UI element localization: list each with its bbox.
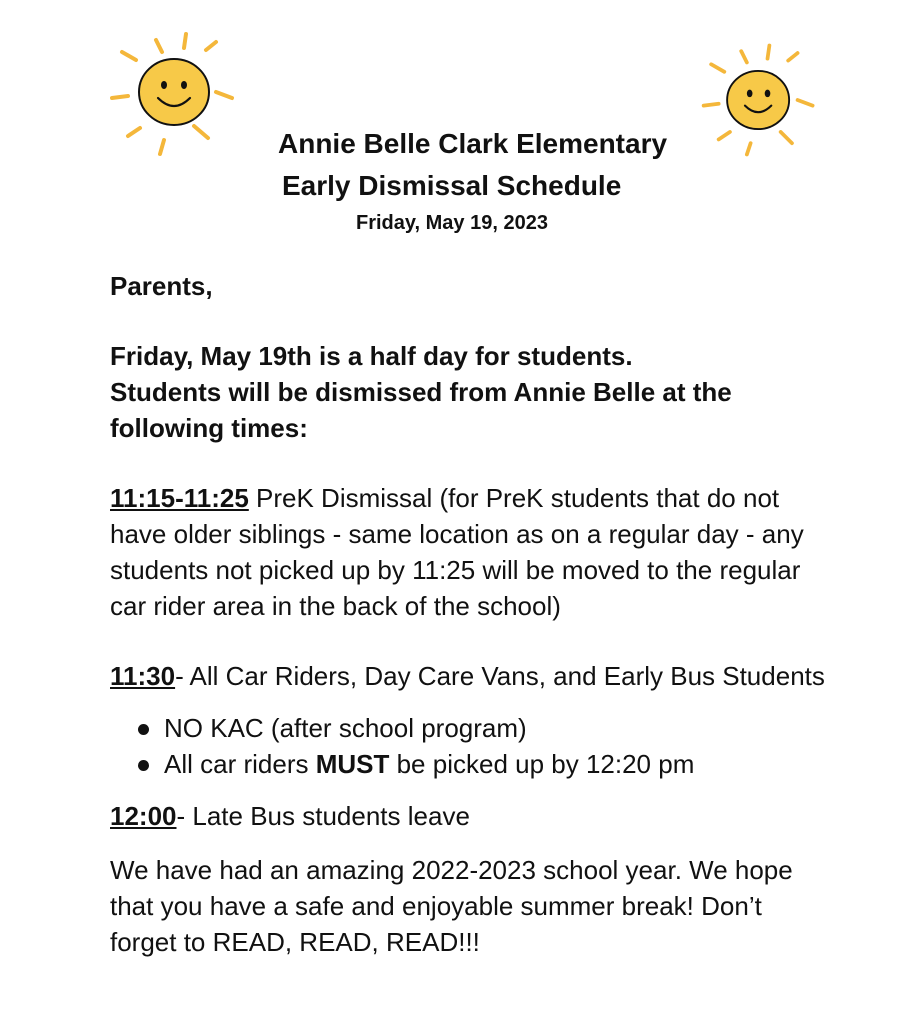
intro-line-1: Friday, May 19th is a half day for students. xyxy=(110,341,633,371)
bullet-emphasis: MUST xyxy=(315,749,390,779)
bullet-text: NO KAC (after school program) xyxy=(164,713,527,743)
intro-line-2: Students will be dismissed from Annie Belle at the following times: xyxy=(110,377,732,443)
intro-paragraph xyxy=(110,338,830,446)
schedule-text: - All Car Riders, Day Care Vans, and Early Bus Students xyxy=(175,661,825,691)
greeting: Parents, xyxy=(110,271,213,301)
schedule-text: - Late Bus students leave xyxy=(176,801,470,831)
list-item xyxy=(164,710,830,746)
schedule-text: PreK Dismissal (for PreK students that do not have older siblings - same location as on a regular day - any students not picked up by 11:25 will be moved to the regular car rider area in the back of the school) xyxy=(110,483,804,621)
schedule-item-car-riders xyxy=(110,658,830,694)
bullet-icon xyxy=(138,724,149,735)
schedule-time: 12:00 xyxy=(110,801,177,831)
bullet-text-suffix: be picked up by 12:20 pm xyxy=(389,749,695,779)
sun-icon xyxy=(104,28,236,160)
school-name: Annie Belle Clark Elementary xyxy=(278,128,668,159)
schedule-item-prek xyxy=(110,480,830,624)
letter-body xyxy=(110,268,830,960)
sun-icon xyxy=(698,38,822,162)
bullet-text-prefix: All car riders xyxy=(164,749,316,779)
schedule-title: Early Dismissal Schedule xyxy=(282,170,622,201)
schedule-time: 11:15-11:25 xyxy=(110,483,249,513)
schedule-item-late-bus xyxy=(110,798,830,834)
list-item xyxy=(164,746,830,782)
bullet-icon xyxy=(138,760,149,771)
schedule-time: 11:30 xyxy=(110,661,176,691)
closing-paragraph: We have had an amazing 2022-2023 school year. We hope that you have a safe and enjoyable summer break! Don’t forget to READ, READ, READ!!! xyxy=(110,855,793,957)
schedule-date: Friday, May 19, 2023 xyxy=(356,212,548,234)
schedule-notes-list xyxy=(110,710,830,782)
